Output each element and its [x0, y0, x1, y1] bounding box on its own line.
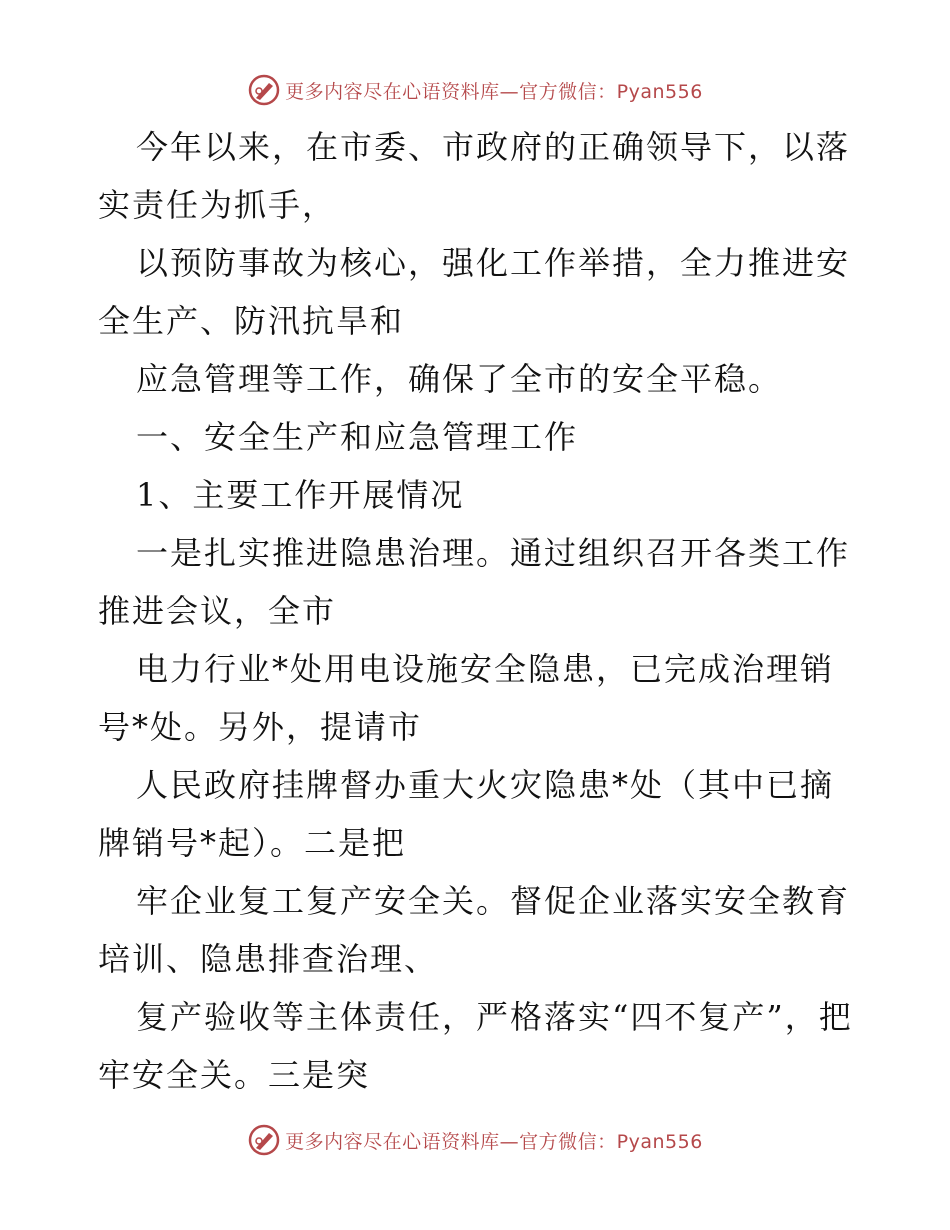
section-heading: 一、安全生产和应急管理工作 — [136, 418, 579, 456]
paragraph: 应急管理等工作，确保了全市的安全平稳。 — [136, 360, 783, 398]
paragraph: 复产验收等主体责任，严格落实“四不复产”，把牢安全关。三是突 — [98, 998, 853, 1094]
pen-seal-icon — [247, 1123, 281, 1157]
footer-banner-text: 更多内容尽在心语资料库—官方微信：Pyan556 — [285, 1130, 703, 1153]
paragraph: 以预防事故为核心，强化工作举措，全力推进安全生产、防汛抗旱和 — [98, 244, 851, 340]
paragraph: 电力行业*处用电设施安全隐患，已完成治理销号*处。另外，提请市 — [98, 650, 835, 746]
header-banner-text: 更多内容尽在心语资料库—官方微信：Pyan556 — [285, 80, 703, 103]
paragraph: 人民政府挂牌督办重大火灾隐患*处（其中已摘牌销号*起）。二是把 — [98, 766, 835, 862]
document-body — [98, 118, 858, 1104]
paragraph: 牢企业复工复产安全关。督促企业落实安全教育培训、隐患排查治理、 — [98, 882, 851, 978]
pen-seal-icon — [247, 73, 281, 107]
header-banner — [0, 70, 950, 110]
subsection-heading: 1、主要工作开展情况 — [136, 476, 465, 514]
paragraph: 今年以来，在市委、市政府的正确领导下，以落实责任为抓手， — [98, 128, 851, 224]
footer-banner — [0, 1120, 950, 1160]
paragraph: 一是扎实推进隐患治理。通过组织召开各类工作推进会议，全市 — [98, 534, 851, 630]
